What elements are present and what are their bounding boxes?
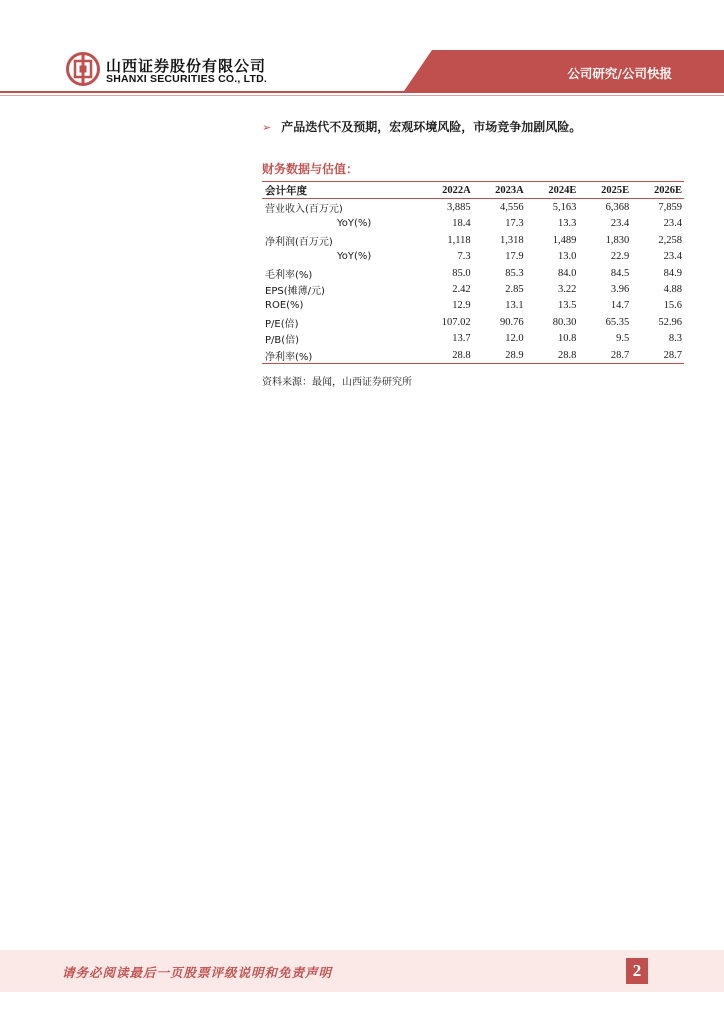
report-type-tag: 公司研究/公司快报 [567,66,672,81]
column-header: 2024E [548,184,577,196]
table-cell: 7.3 [457,251,471,263]
row-label: YoY(%) [337,251,372,263]
table-cell: 12.9 [452,300,471,312]
table-cell: 2.42 [452,284,471,296]
table-row [262,347,684,364]
table-cell: 4,556 [500,202,524,214]
column-header: 2022A [442,184,471,196]
column-header: 2023A [495,184,524,196]
data-source-note: 资料来源：最闻，山西证券研究所 [262,377,412,388]
table-cell: 28.8 [558,349,577,361]
table-cell: 10.8 [558,333,577,345]
company-name-en: SHANXI SECURITIES CO., LTD. [106,73,267,85]
table-cell: 13.3 [558,218,577,230]
table-row [262,314,684,330]
table-cell: 85.0 [452,267,471,279]
table-row [262,331,684,347]
row-label: ROE(%) [265,300,304,312]
table-cell: 3,885 [447,202,471,214]
table-cell: 80.30 [552,316,577,328]
company-name-cn: 山西证券股份有限公司 [106,57,267,75]
table-row [262,281,684,297]
table-cell: 84.9 [663,267,682,279]
table-cell: 17.9 [505,251,524,263]
table-cell: 13.7 [452,333,471,345]
row-label: P/B(倍) [265,335,300,347]
header-banner [404,50,724,91]
row-label: P/E(倍) [265,318,299,330]
row-label: 毛利率(%) [265,269,313,281]
risk-statement [262,118,581,135]
disclaimer-text: 请务必阅读最后一页股票评级说明和免责声明 [62,965,333,980]
row-label: EPS(摊薄/元) [265,286,325,298]
table-cell: 28.9 [505,349,524,361]
table-row [262,298,684,314]
risk-text: 产品迭代不及预期，宏观环境风险，市场竞争加剧风险。 [281,120,582,134]
table-row [262,199,684,216]
column-header: 2026E [653,184,682,196]
table-cell: 13.5 [558,300,577,312]
table-cell: 7,859 [658,202,682,214]
table-row [262,249,684,265]
table-cell: 52.96 [658,316,682,328]
column-header: 2025E [601,184,630,196]
table-cell: 18.4 [452,218,471,230]
table-cell: 22.9 [610,251,630,263]
table-cell: 90.76 [500,316,524,328]
section-title: 财务数据与估值： [262,162,359,176]
column-header: 会计年度 [265,184,307,197]
row-label: 净利率(%) [265,351,313,363]
table-cell: 85.3 [505,267,524,279]
table-cell: 1,118 [447,234,471,246]
table-cell: 65.35 [605,316,630,328]
financial-data-table [262,181,684,364]
table-cell: 84.0 [558,267,577,279]
row-label: 净利润(百万元) [265,236,333,248]
table-cell: 1,489 [552,234,577,246]
header-divider-thin [0,95,724,96]
arrow-bullet-icon: ➢ [262,121,272,134]
table-cell: 1,318 [500,234,524,246]
table-header-row [262,182,684,199]
table-cell: 107.02 [441,316,471,328]
page-header [0,0,724,100]
table-cell: 5,163 [552,202,577,214]
table-cell: 14.7 [610,300,630,312]
table-row [262,265,684,281]
table-cell: 23.4 [610,218,630,230]
table-cell: 23.4 [663,251,682,263]
shanxi-securities-logo-icon [66,52,100,86]
table-cell: 13.0 [558,251,577,263]
page-number: 2 [626,958,648,984]
table-cell: 2,258 [658,234,682,246]
table-row [262,216,684,232]
table-cell: 4.88 [663,284,682,296]
row-label: 营业收入(百万元) [265,204,343,216]
row-label: YoY(%) [337,218,372,230]
table-cell: 2.85 [505,284,524,296]
table-cell: 17.3 [505,218,524,230]
table-cell: 84.5 [610,267,630,279]
table-cell: 6,368 [605,202,630,214]
table-cell: 12.0 [505,333,524,345]
table-cell: 15.6 [663,300,682,312]
table-cell: 28.7 [610,349,630,361]
table-cell: 9.5 [616,333,630,345]
table-cell: 8.3 [668,333,682,345]
table-cell: 13.1 [505,300,524,312]
table-cell: 23.4 [663,218,682,230]
table-cell: 1,830 [605,234,630,246]
table-row [262,232,684,248]
table-cell: 3.96 [610,284,630,296]
table-cell: 28.7 [663,349,682,361]
table-cell: 28.8 [452,349,471,361]
table-cell: 3.22 [558,284,577,296]
header-divider [0,91,724,93]
